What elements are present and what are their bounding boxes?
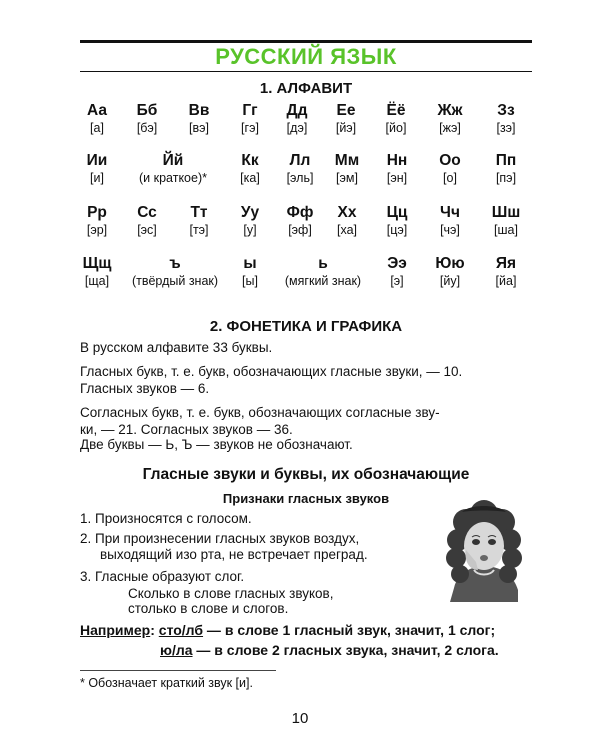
alphabet-cell	[285, 255, 361, 290]
paragraph-line: Гласных звуков — 6.	[80, 381, 210, 396]
letter: Ии	[86, 152, 108, 169]
letter-sound: [жэ]	[439, 121, 461, 135]
alphabet-cell	[438, 102, 463, 137]
letter: Хх	[337, 204, 357, 221]
list-item: 2. При произнесении гласных звуков воздух,	[80, 531, 360, 546]
alphabet-cell	[242, 255, 258, 290]
letter: Уу	[240, 204, 260, 221]
example-word: сто/лб	[158, 622, 204, 638]
letter-sound: [ша]	[494, 223, 518, 237]
letter: Щщ	[82, 255, 112, 272]
example-text: — в слове 2 гласных звука, значит, 2 слога.	[192, 642, 499, 658]
letter-sound: [ка]	[240, 171, 260, 185]
subject-title: РУССКИЙ ЯЗЫК	[215, 44, 397, 69]
alphabet-cell	[287, 102, 308, 137]
alphabet-cell	[496, 152, 517, 187]
alphabet-cell	[137, 204, 157, 239]
letter: ь	[318, 255, 328, 272]
letter-sound: [ха]	[336, 223, 358, 237]
letter: Яя	[495, 255, 517, 272]
letter: Йй	[162, 152, 184, 169]
paragraph-line: В русском алфавите 33 буквы.	[80, 340, 273, 355]
list-item-continuation: Сколько в слове гласных звуков,	[128, 586, 334, 601]
letter: Ээ	[387, 255, 407, 272]
vowel-signs-subheading: Признаки гласных звуков	[222, 491, 390, 506]
letter-sound: (и краткое)*	[139, 171, 207, 185]
list-item: 3. Гласные образуют слог.	[80, 569, 245, 584]
letter-sound: [эм]	[336, 171, 358, 185]
letter-sound: [эф]	[288, 223, 312, 237]
letter-sound: [бэ]	[136, 121, 158, 135]
alphabet-cell	[139, 152, 207, 187]
alphabet-cell	[387, 152, 408, 187]
letter: Пп	[495, 152, 517, 169]
letter-sound: [зэ]	[496, 121, 516, 135]
alphabet-cell	[287, 204, 314, 239]
alphabet-cell	[241, 204, 259, 239]
example-word: ю/ла	[160, 642, 193, 658]
alphabet-cell	[440, 204, 460, 239]
alphabet-cell	[337, 204, 357, 239]
phonetics-heading: 2. ФОНЕТИКА И ГРАФИКА	[209, 318, 403, 335]
footnote: * Обозначает краткий звук [и].	[80, 676, 253, 690]
paragraph-line: Согласных букв, т. е. букв, обозначающих согласные зву-	[80, 405, 440, 420]
alphabet-cell	[132, 255, 218, 290]
girl-illustration	[436, 500, 532, 602]
letter-sound: [йо]	[385, 121, 407, 135]
alphabet-cell	[387, 204, 408, 239]
alphabet-cell	[336, 102, 356, 137]
letter-sound: [вэ]	[189, 121, 209, 135]
letter: Бб	[136, 102, 158, 119]
example-label: Например	[80, 622, 151, 638]
letter: Дд	[286, 102, 308, 119]
letter-sound: [у]	[243, 223, 257, 237]
letter: Ёё	[386, 102, 406, 119]
letter: Юю	[435, 255, 465, 272]
title-underline	[80, 71, 532, 72]
alphabet-cell	[492, 204, 521, 239]
letter-sound: [и]	[90, 171, 104, 185]
letter: Нн	[386, 152, 408, 169]
letter: Ее	[336, 102, 356, 119]
alphabet-cell	[435, 255, 464, 290]
alphabet-cell	[240, 152, 260, 187]
alphabet-cell	[287, 152, 314, 187]
paragraph-line: ки, — 21. Согласных звуков — 36.	[80, 422, 293, 437]
letter: Тт	[190, 204, 208, 221]
page-number: 10	[291, 710, 309, 727]
letter-sound: [э]	[390, 274, 404, 288]
letter: Лл	[289, 152, 311, 169]
letter-sound: [йэ]	[335, 121, 357, 135]
letter: Вв	[188, 102, 210, 119]
letter: ы	[243, 255, 257, 272]
alphabet-cell	[87, 152, 108, 187]
letter-sound: [йу]	[439, 274, 461, 288]
vowels-heading: Гласные звуки и буквы, их обозначающие	[142, 466, 470, 483]
letter-sound: [эль]	[286, 171, 314, 185]
letter: Рр	[87, 204, 107, 221]
alphabet-cell	[387, 255, 407, 290]
example-line-1: Например: сто/лб — в слове 1 гласный звук, значит, 1 слог;	[80, 622, 496, 638]
list-item-continuation: выходящий изо рта, не встречает преград.	[100, 547, 368, 562]
letter-sound: [чэ]	[440, 223, 460, 237]
list-item: 1. Произносятся с голосом.	[80, 511, 252, 526]
alphabet-cell	[439, 152, 461, 187]
letter-sound: [эр]	[86, 223, 108, 237]
letter-sound: [цэ]	[386, 223, 408, 237]
paragraph-line: Две буквы — Ь, Ъ — звуков не обозначают.	[80, 437, 353, 452]
letter-sound: [пэ]	[495, 171, 517, 185]
letter: Чч	[440, 204, 460, 221]
letter-sound: [ща]	[84, 274, 110, 288]
letter-sound: [о]	[443, 171, 457, 185]
letter: Фф	[286, 204, 314, 221]
alphabet-cell	[335, 152, 359, 187]
alphabet-cell	[241, 102, 259, 137]
letter: Зз	[497, 102, 515, 119]
letter: Аа	[86, 102, 108, 119]
letter: Мм	[334, 152, 360, 169]
alphabet-cell	[496, 255, 517, 290]
example-line-2	[160, 641, 499, 659]
letter-sound: [а]	[90, 121, 104, 135]
letter: ъ	[169, 255, 181, 272]
alphabet-cell	[189, 204, 208, 239]
letter: Кк	[241, 152, 259, 169]
alphabet-cell	[137, 102, 158, 137]
letter: Гг	[242, 102, 258, 119]
alphabet-cell	[87, 204, 107, 239]
letter: Оо	[439, 152, 461, 169]
list-item-continuation: столько в слове и слогов.	[128, 601, 289, 616]
alphabet-cell	[87, 102, 107, 137]
letter-sound: [ы]	[242, 274, 258, 288]
alphabet-cell	[496, 102, 515, 137]
example-text: — в слове 1 гласный звук, значит, 1 слог;	[203, 622, 496, 638]
letter: Сс	[137, 204, 157, 221]
letter: Жж	[437, 102, 463, 119]
letter-sound: [тэ]	[189, 223, 209, 237]
letter-sound: [эн]	[386, 171, 408, 185]
letter: Шш	[491, 204, 521, 221]
footnote-rule	[80, 670, 276, 671]
alphabet-cell	[189, 102, 210, 137]
letter-sound: [дэ]	[286, 121, 308, 135]
letter-sound: [йа]	[495, 274, 517, 288]
letter-sound: [гэ]	[241, 121, 259, 135]
alphabet-heading: 1. АЛФАВИТ	[259, 80, 353, 97]
letter-sound: [эс]	[137, 223, 157, 237]
letter: Цц	[386, 204, 408, 221]
alphabet-cell	[83, 255, 112, 290]
alphabet-cell	[386, 102, 407, 137]
letter-sound: (твёрдый знак)	[131, 274, 219, 288]
paragraph-line: Гласных букв, т. е. букв, обозначающих гласные звуки, — 10.	[80, 364, 463, 379]
letter-sound: (мягкий знак)	[284, 274, 362, 288]
